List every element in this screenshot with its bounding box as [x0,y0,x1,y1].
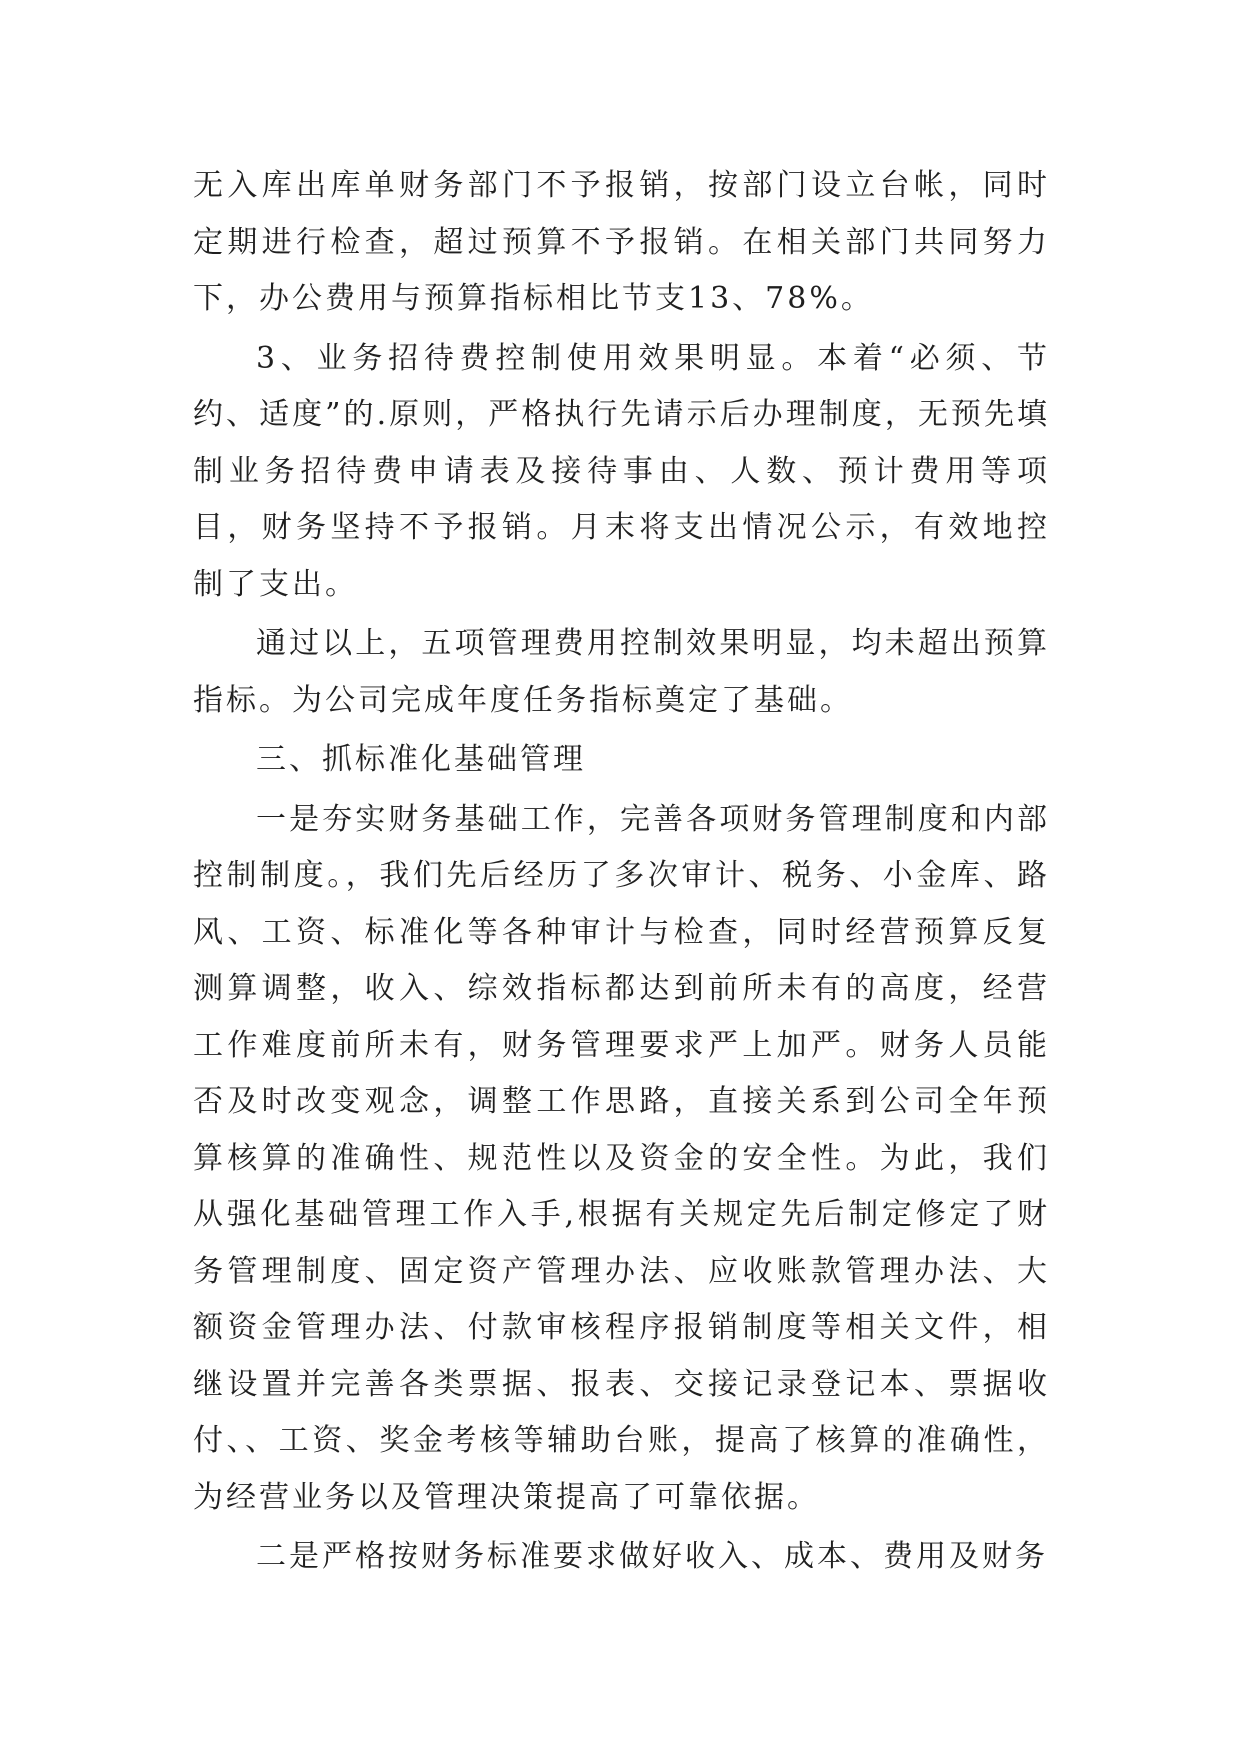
paragraph-entertainment-expense: 3、业务招待费控制使用效果明显。本着“必须、节约、适度”的.原则，严格执行先请示后办理制度，无预先填制业务招待费申请表及接待事由、人数、预计费用等项目，财务坚持不予报销。月末将支出情况公示，有效地控制了支出。 [193,340,1050,602]
section-heading: 三、抓标准化基础管理 [256,742,586,777]
paragraph-office-expense: 无入库出库单财务部门不予报销，按部门设立台帐，同时定期进行检查，超过预算不予报销。在相关部门共同努力下，办公费用与预算指标相比节支13、78%。 [193,168,1050,316]
document-body [193,158,1050,1589]
paragraph-foundation-work: 一是夯实财务基础工作，完善各项财务管理制度和内部控制制度。，我们先后经历了多次审计、税务、小金库、路风、工资、标准化等各种审计与检查，同时经营预算反复测算调整，收入、综效指标都达到前所未有的高度，经营工作难度前所未有，财务管理要求严上加严。财务人员能否及时改变观念，调整工作思路，直接关系到公司全年预算核算的准确性、规范性以及资金的安全性。为此，我们从强化基础管理工作入手,根据有关规定先后制定修定了财务管理制度、固定资产管理办法、应收账款管理办法、大额资金管理办法、付款审核程序报销制度等相关文件，相继设置并完善各类票据、报表、交接记录登记本、票据收付、、工资、奖金考核等辅助台账，提高了核算的准确性，为经营业务以及管理决策提高了可靠依据。 [193,801,1050,1515]
paragraph-summary: 通过以上，五项管理费用控制效果明显，均未超出预算指标。为公司完成年度任务指标奠定了基础。 [193,626,1050,718]
paragraph-standards: 二是严格按财务标准要求做好收入、成本、费用及财务 [256,1539,1048,1574]
